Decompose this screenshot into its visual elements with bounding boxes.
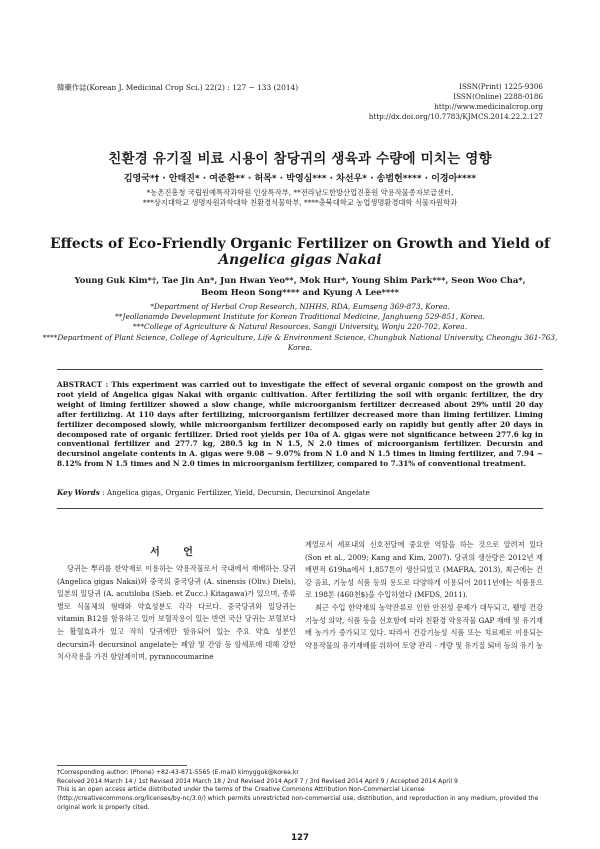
korean-affiliations	[40, 188, 560, 208]
introduction-right-column	[305, 539, 543, 652]
issn-block	[369, 82, 543, 122]
korean-authors: 김영국*† · 안태진* · 여준환** · 허목* · 박영심*** · 차선우* · 송범헌**** · 이경아****	[123, 174, 477, 184]
english-affiliation-line: ***College of Agriculture & Natural Resources, Sangji University, Wonju 220-702, Korea.	[132, 322, 468, 332]
english-affiliation-line: **Jeollanamdo Development Institute for Korean Traditional Medicine, Janghueng 529-851, Korea.	[115, 312, 485, 322]
english-affiliation-line: ****Department of Plant Science, College of Agriculture, Life & Environment Science, Chungbuk National University, Cheongju 361-763, Korea.	[42, 332, 558, 352]
license-notice: This is an open access article distributed under the terms of the Creative Commons Attribution Non-Commercial License (http://creativecommons.org/licenses/by-nc/3.0/) which permits unrestricted non-commercial use, distribution, and reproduction in any medium, provided the original work is properly cited.	[57, 786, 539, 811]
english-authors	[40, 274, 560, 298]
introduction-left-column	[57, 563, 296, 664]
english-authors-line: Beom Heon Song**** and Kyung A Lee****	[200, 287, 400, 297]
page-number: 127	[291, 833, 309, 843]
korean-affiliation-line: *농촌진흥청 국립원예특작과학원 인삼특작부, **전라남도한방산업진흥원 약용작물종자보급센터,	[146, 188, 454, 197]
english-title	[30, 236, 570, 268]
english-authors-line: Young Guk Kim*†, Tae Jin An*, Jun Hwan Yeo**, Mok Hur*, Young Shim Park***, Seon Woo Cha*,	[74, 275, 526, 285]
english-affiliation-line: *Department of Herbal Crop Research, NIHHS, RDA, Eumseng 369-873, Korea.	[150, 302, 450, 311]
received-dates: Received 2014 March 14 / 1st Revised 2014 March 18 / 2nd Revised 2014 April 7 / 3rd Revised 2014 April 9 / Accepted 2014 April 9	[57, 777, 458, 785]
footnote-divider	[57, 765, 187, 766]
issn-online: ISSN(Online) 2288-0186	[453, 92, 543, 101]
journal-header: 韓藥作誌(Korean J. Medicinal Crop Sci.) 22(2) : 127 − 133 (2014)	[57, 83, 299, 92]
abstract-text: This experiment was carried out to investigate the effect of several organic compost on the growth and root yield of Angelica gigas Nakai with organic cultivation. After fertilizing the soil with organic fertilizer, the dry weight of liming fertilizer showed a slow change, while microorganism fertilizer decreased about 29% until 20 day after fertilizing. At 110 days after fertilizing, microorganism fertilizer decreased more than liming fertilizer. Liming fertilizer decomposed slowly, while microorganism fertilizer decomposed early on rapidly but gently after 20 days in decomposed rate of organic fertilizer. Dried root yields per 10a of A. gigas were not significance between 277.6 kg in conventional fertilizer and 277.7 kg, 280.5 kg in N 1.5, N 2.0 times of microorganism fertilizer. Decursin and decursinol angelate contents in A. gigas were 9.08 ~ 9.07% from N 1.0 and N 1.5 times in liming fertilizer, and 7.94 ~ 8.12% from N 1.5 times and N 2.0 times in microorganism fertilizer, compared to 7.31% of conventional treatment.	[57, 380, 543, 469]
english-affiliations	[40, 302, 560, 353]
abstract-label: ABSTRACT :	[57, 380, 109, 389]
body-paragraph: 당귀는 뿌리를 한약재로 이용하는 약용작물로서 국내에서 재배하는 당귀 (Angelica gigas Nakai)와 중국의 중국당귀 (A. sinensis (Oliv.) Diels), 일본의 일당귀 (A. acutiloba (Sieb. et Zucc.) Kitagawa)가 있으며, 종류별로 식물체의 형태와 약효성분도 각각 다르다. 중국당귀와 일당귀는 vitamin B12를 함유하고 있어 보혈작용이 있는 반면 국산 당귀는 보혈보다는 활혈효과가 있고 작히 당귀에만 함유되어 있는 주요 약효 성분인 decursin과 decursinol angelate는 폐암 및 간암 등 암세포에 대해 강한 치사작용을 가진 항암제이며, pyranocoumarine	[57, 564, 296, 662]
journal-website-link[interactable]: http://www.medicinalcrop.org	[434, 102, 543, 111]
introduction-heading: 서 언	[150, 547, 203, 558]
abstract	[57, 380, 543, 469]
english-title-line: Effects of Eco-Friendly Organic Fertilizer on Growth and Yield of	[50, 236, 550, 252]
doi-link[interactable]: http://dx.doi.org/10.7783/KJMCS.2014.22.2.127	[368, 112, 543, 121]
footnotes	[57, 769, 543, 813]
english-title-line: Angelica gigas Nakai	[218, 252, 382, 268]
korean-affiliation-line: ***상지대학교 생명자원과학대학 친환경식물학부, ****충북대학교 농업생명환경대학 식물자원학과	[142, 198, 458, 207]
body-paragraph: 최근 수입 한약재의 농약잔류로 인한 안전성 문제가 대두되고, 웰빙 건강 기능성 의약, 식품 등을 선호함에 따라 친환경 약용작물 GAP 재배 및 유기재배 농가가 증가되고 있다. 따라서 건강기능성 식품 또는 치료제로 이용되는 약용작물의 유기재배를 위하여 토양 관리 · 개량 및 유기질 퇴비 등의 유기 농	[305, 602, 543, 650]
abstract-top-divider	[57, 369, 543, 370]
issn-print: ISSN(Print) 1225-9306	[459, 82, 543, 91]
korean-title: 친환경 유기질 비료 시용이 참당귀의 생육과 수량에 미치는 영향	[108, 151, 492, 167]
keywords-text: : Angelica gigas, Organic Fertilizer, Yield, Decursin, Decursinol Angelate	[99, 488, 370, 497]
corresponding-author: †Corresponding author: (Phone) +82-43-871-5565 (E-mail) kimygguk@korea.kr	[57, 769, 299, 776]
abstract-bottom-divider	[57, 508, 543, 509]
keywords	[57, 488, 543, 498]
body-paragraph: 계열로서 세포내의 신호전달에 중요한 역할을 하는 것으로 알려져 있다 (Son et al., 2009; Kang and Kim, 2007). 당귀의 생산량은 2012년 재배면적 619ha에서 1,857톤이 생산되었고 (MAFRA, 2013), 최근에는 건강 음료, 기능성 식품 등의 용도로 다양하게 이용되어 2011년에는 식품용으로 198톤 (460천$)을 수입하였다 (MFDS, 2011).	[305, 540, 543, 600]
keywords-label: Key Words	[57, 488, 100, 497]
